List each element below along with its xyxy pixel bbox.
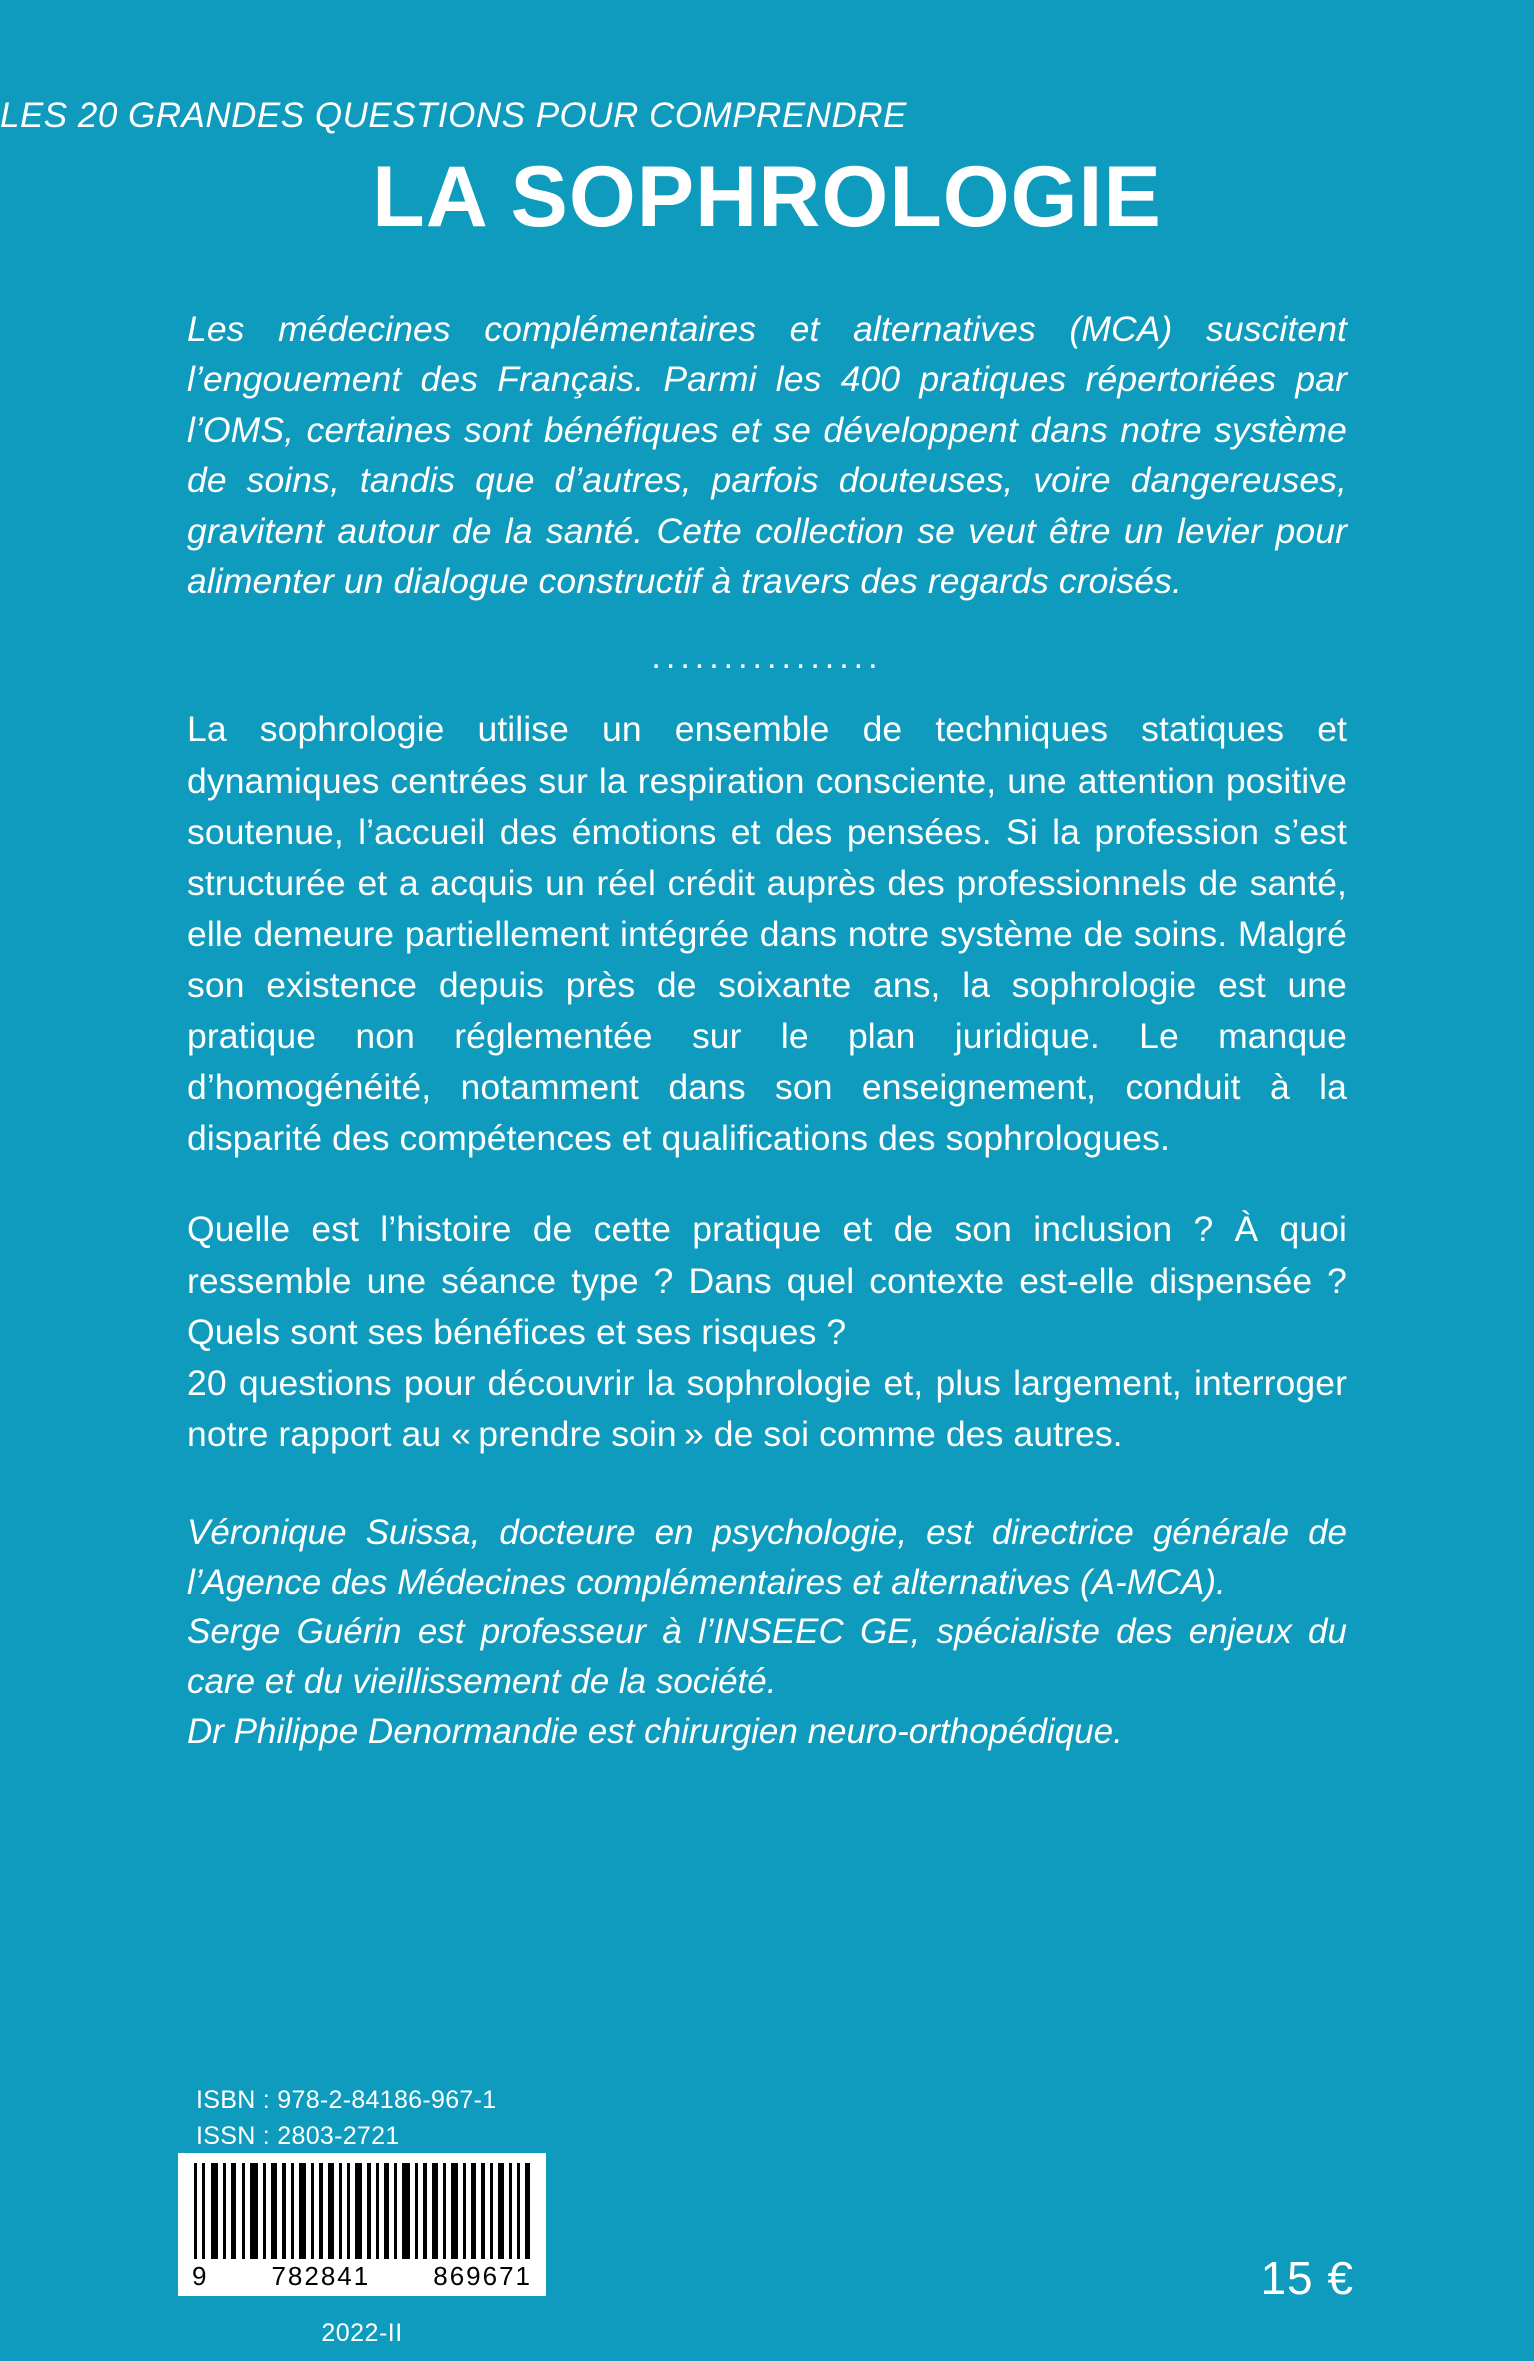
collection-blurb: Les médecines complémentaires et alternatives (MCA) suscitent l’engouement des Français. Parmi les 400 pratiques répertoriées par l’OMS, certaines sont bénéfiques et se développent dans notre système de soins, tandis que d’autres, parfois douteuses, voire dangereuses, gravitent autour de la santé. Cette collection se veut être un levier pour alimenter un dialogue constructif à travers des regards croisés. (187, 309, 1347, 602)
cover-content (187, 240, 1347, 1756)
barcode-digits (190, 2259, 534, 2292)
page-title: LA SOPHROLOGIE (372, 149, 1162, 245)
identifier-block (196, 2083, 496, 2154)
isbn-text: ISBN : 978-2-84186-967-1 (196, 2086, 497, 2114)
issn-text: ISSN : 2803-2721 (196, 2121, 400, 2150)
author-bios (187, 1508, 1347, 1756)
paragraph-spacer (187, 1164, 1347, 1204)
barcode-digit-group-left: 9 (192, 2261, 209, 2291)
cover-header (0, 0, 1534, 245)
cover-footer (0, 2061, 1534, 2361)
price-label: 15 € (1260, 2252, 1354, 2304)
summary-paragraph-1: La sophrologie utilise un ensemble de techniques statiques et dynamiques centrées sur la respiration consciente, une attention positive soutenue, l’accueil des émotions et des pensées. Si la profession s’est structurée et a acquis un réel crédit auprès des professionnels de santé, elle demeure partiellement intégrée dans notre système de soins. Malgré son existence depuis près de soixante ans, la sophrologie est une pratique non réglementée sur le plan juridique. Le manque d’homogénéité, notamment dans son enseignement, conduit à la disparité des compétences et qualifications des sophrologues. (187, 709, 1347, 1159)
edition-code: 2022-II (321, 2319, 403, 2347)
dotted-separator: ................ (651, 638, 883, 677)
barcode-digit-group-mid: 782841 (271, 2261, 371, 2291)
barcode-bars (190, 2163, 534, 2259)
barcode (178, 2153, 546, 2296)
summary-paragraph-3: 20 questions pour découvrir la sophrologie et, plus largement, interroger notre rapport au « prendre soin » de soi comme des autres. (187, 1362, 1347, 1454)
author-bio-3: Dr Philippe Denormandie est chirurgien neuro-orthopédique. (187, 1711, 1123, 1751)
summary-paragraph-2: Quelle est l’histoire de cette pratique et de son inclusion ? À quoi ressemble une séance type ? Dans quel contexte est-elle dispensée ? Quels sont ses bénéfices et ses risques ? (187, 1209, 1347, 1352)
author-bio-2: Serge Guérin est professeur à l’INSEEC GE, spécialiste des enjeux du care et du vieillissement de la société. (187, 1612, 1347, 1702)
author-bio-1: Véronique Suissa, docteure en psychologie, est directrice générale de l’Agence des Médecines complémentaires et alternatives (A-MCA). (187, 1512, 1347, 1602)
collection-line: LES 20 GRANDES QUESTIONS POUR COMPRENDRE (0, 96, 907, 135)
barcode-digit-group-right: 869671 (433, 2261, 532, 2291)
